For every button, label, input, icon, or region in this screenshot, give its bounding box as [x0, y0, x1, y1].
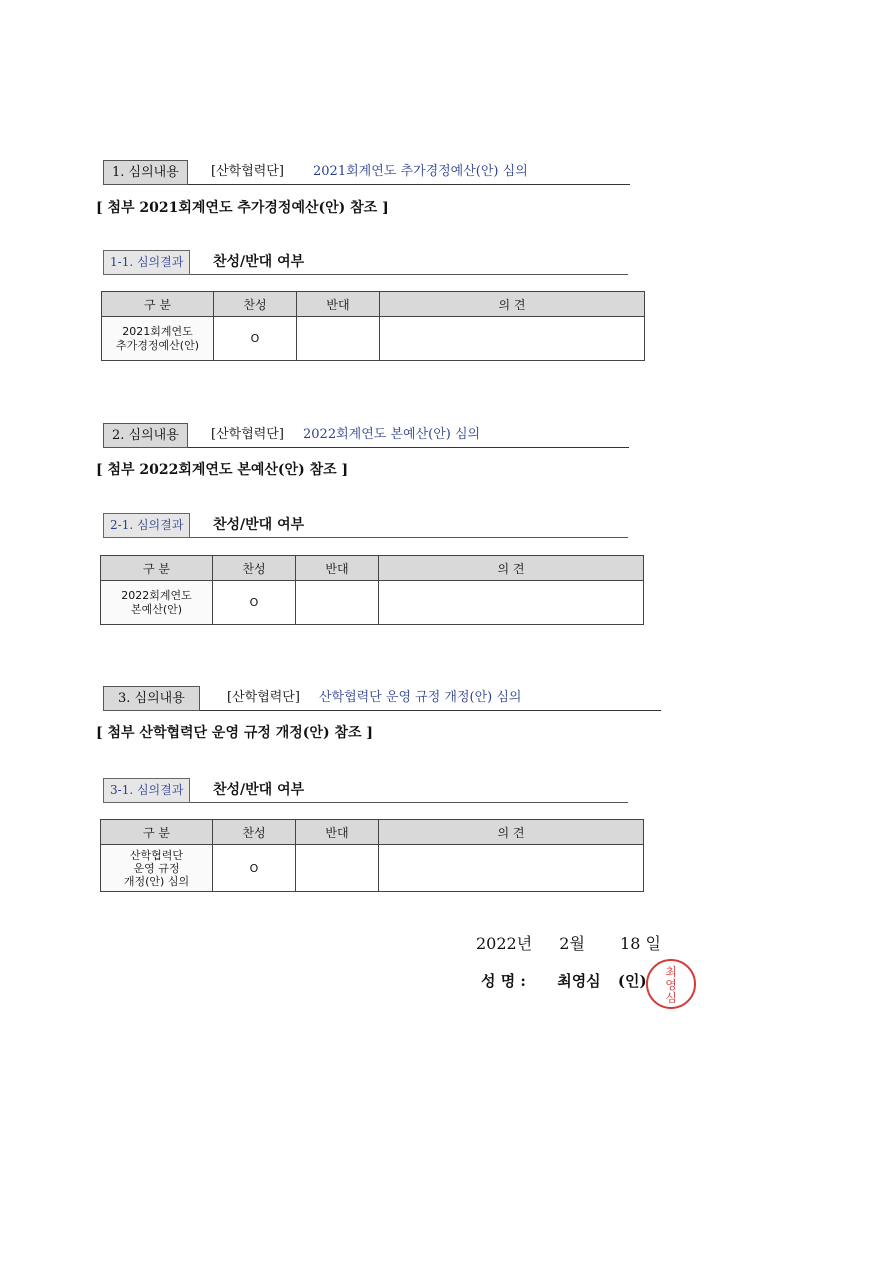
section-1-title: 2021회계연도 추가경정예산(안) 심의	[313, 164, 528, 179]
row-for: O	[214, 317, 297, 361]
header-against: 반대	[296, 820, 379, 845]
section-2-org: [산학협력단]	[211, 427, 284, 442]
row-against	[296, 581, 379, 625]
seal-text: 최영심	[665, 965, 677, 1005]
row-for: O	[213, 581, 296, 625]
signature-label: 성 명 :	[481, 972, 526, 990]
section-1-attachment: [ 첨부 2021회계연도 추가경정예산(안) 참조 ]	[96, 200, 389, 216]
red-seal-stamp	[646, 959, 696, 1009]
row-category: 2021회계연도 추가경정예산(안)	[102, 317, 214, 361]
vote-table-header-row	[102, 292, 645, 317]
header-opinion: 의 견	[379, 556, 644, 581]
row-category: 산학협력단 운영 규정 개정(안) 심의	[101, 845, 213, 892]
section-2-header	[103, 423, 629, 448]
section-1-result-tag: 1-1. 심의결과	[103, 250, 190, 275]
section-3-result-tag: 3-1. 심의결과	[103, 778, 190, 803]
header-for: 찬성	[214, 292, 297, 317]
section-1-tag: 1. 심의내용	[103, 160, 188, 185]
row-opinion	[379, 581, 644, 625]
row-opinion	[379, 845, 644, 892]
table-row	[101, 845, 644, 892]
table-row	[101, 581, 644, 625]
vote-table-2	[100, 555, 644, 625]
section-1-header	[103, 160, 630, 185]
signature-line	[481, 970, 647, 991]
header-category: 구 분	[101, 556, 213, 581]
section-3-org: [산학협력단]	[227, 690, 300, 705]
section-2-result-tag: 2-1. 심의결과	[103, 513, 190, 538]
signer-name: 최영심	[557, 972, 601, 990]
row-for: O	[213, 845, 296, 892]
row-against	[297, 317, 380, 361]
section-3-header	[103, 686, 661, 711]
table-row	[102, 317, 645, 361]
section-1-result-header	[103, 250, 628, 275]
section-2-title: 2022회계연도 본예산(안) 심의	[303, 427, 481, 442]
section-3-title: 산학협력단 운영 규정 개정(안) 심의	[319, 690, 522, 705]
header-for: 찬성	[213, 556, 296, 581]
row-against	[296, 845, 379, 892]
section-1-org: [산학협력단]	[211, 164, 284, 179]
date-day: 18 일	[620, 934, 661, 953]
section-2-result-header	[103, 513, 628, 538]
vote-table-header-row	[101, 556, 644, 581]
section-3-tag: 3. 심의내용	[103, 686, 200, 711]
section-3-result-header	[103, 778, 628, 803]
row-category: 2022회계연도 본예산(안)	[101, 581, 213, 625]
section-2-result-label: 찬성/반대 여부	[213, 517, 305, 533]
vote-table-3	[100, 819, 644, 892]
header-against: 반대	[297, 292, 380, 317]
section-2-attachment: [ 첨부 2022회계연도 본예산(안) 참조 ]	[96, 462, 349, 478]
date-month: 2월	[559, 934, 585, 953]
header-category: 구 분	[102, 292, 214, 317]
vote-table-header-row	[101, 820, 644, 845]
row-opinion	[380, 317, 645, 361]
header-opinion: 의 견	[380, 292, 645, 317]
vote-table-1	[101, 291, 645, 361]
section-2-tag: 2. 심의내용	[103, 423, 188, 448]
section-3-result-label: 찬성/반대 여부	[213, 782, 305, 798]
header-for: 찬성	[213, 820, 296, 845]
date-line	[476, 931, 661, 954]
date-year: 2022년	[476, 934, 533, 953]
header-category: 구 분	[101, 820, 213, 845]
section-3-attachment: [ 첨부 산학협력단 운영 규정 개정(안) 참조 ]	[96, 725, 373, 741]
header-opinion: 의 견	[379, 820, 644, 845]
seal-mark: (인)	[617, 972, 647, 990]
section-1-result-label: 찬성/반대 여부	[213, 254, 305, 270]
header-against: 반대	[296, 556, 379, 581]
